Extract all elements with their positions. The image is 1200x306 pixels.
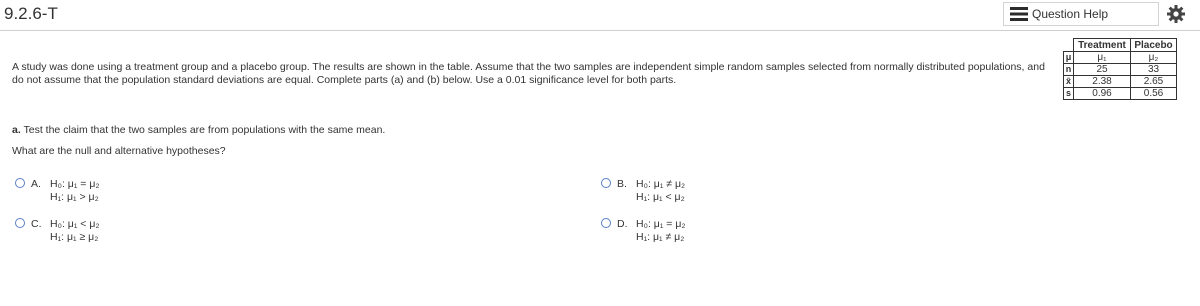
row-label: s [1064, 88, 1074, 100]
null-hypothesis: H₀: μ₁ = μ₂ [50, 178, 100, 190]
part-a-text: Test the claim that the two samples are from populations with the same mean. [23, 124, 386, 136]
question-text: What are the null and alternative hypotheses? [12, 145, 226, 157]
alternative-hypothesis: H₁: μ₁ ≠ μ₂ [636, 231, 685, 243]
radio-button[interactable] [15, 218, 25, 228]
choice-letter: D. [617, 218, 628, 230]
question-help-label: Question Help [1032, 7, 1109, 21]
table-row [1064, 64, 1177, 76]
part-a-label: a. [12, 124, 21, 136]
null-hypothesis: H₀: μ₁ < μ₂ [50, 218, 100, 230]
radio-button[interactable] [601, 218, 611, 228]
choice-a[interactable] [15, 178, 215, 206]
alternative-hypothesis: H₁: μ₁ > μ₂ [50, 191, 99, 203]
gear-icon[interactable] [1166, 4, 1186, 24]
choice-letter: C. [31, 218, 42, 230]
table-row [1064, 88, 1177, 100]
table-cell: 0.56 [1131, 88, 1177, 100]
part-a-prompt [12, 124, 385, 136]
table-row [1064, 76, 1177, 88]
table-cell: 33 [1131, 64, 1177, 76]
radio-button[interactable] [601, 178, 611, 188]
choice-c[interactable] [15, 218, 215, 246]
list-icon [1010, 7, 1028, 21]
row-label: μ [1064, 52, 1074, 64]
row-label: x̄ [1064, 76, 1074, 88]
question-help-button[interactable] [1003, 2, 1159, 26]
choice-d[interactable] [601, 218, 801, 246]
column-header-treatment: Treatment [1074, 39, 1131, 52]
table-cell: μ₂ [1131, 52, 1177, 64]
choice-letter: A. [31, 178, 41, 190]
table-cell: 0.96 [1074, 88, 1131, 100]
header-divider [0, 30, 1200, 31]
table-cell: 2.38 [1074, 76, 1131, 88]
table-cell: 2.65 [1131, 76, 1177, 88]
choice-b[interactable] [601, 178, 801, 206]
alternative-hypothesis: H₁: μ₁ ≥ μ₂ [50, 231, 99, 243]
page-title: 9.2.6-T [4, 4, 58, 23]
row-label: n [1064, 64, 1074, 76]
column-header-placebo: Placebo [1131, 39, 1177, 52]
choice-letter: B. [617, 178, 627, 190]
header-bar [0, 0, 1200, 30]
table-row [1064, 52, 1177, 64]
radio-button[interactable] [15, 178, 25, 188]
null-hypothesis: H₀: μ₁ ≠ μ₂ [636, 178, 686, 190]
null-hypothesis: H₀: μ₁ = μ₂ [636, 218, 686, 230]
problem-statement: A study was done using a treatment group and a placebo group. The results are shown in the table. Assume that the two samples are independent simple random samples selected from normally distributed populations, and do not assume that the population standard deviations are equal. Complete parts (a) and (b) below. Use a 0.01 significance level for both parts. [12, 61, 1045, 86]
data-table [1063, 38, 1177, 100]
table-corner [1064, 39, 1074, 52]
table-cell: μ₁ [1074, 52, 1131, 64]
table-cell: 25 [1074, 64, 1131, 76]
table-header-row [1064, 39, 1177, 52]
alternative-hypothesis: H₁: μ₁ < μ₂ [636, 191, 685, 203]
